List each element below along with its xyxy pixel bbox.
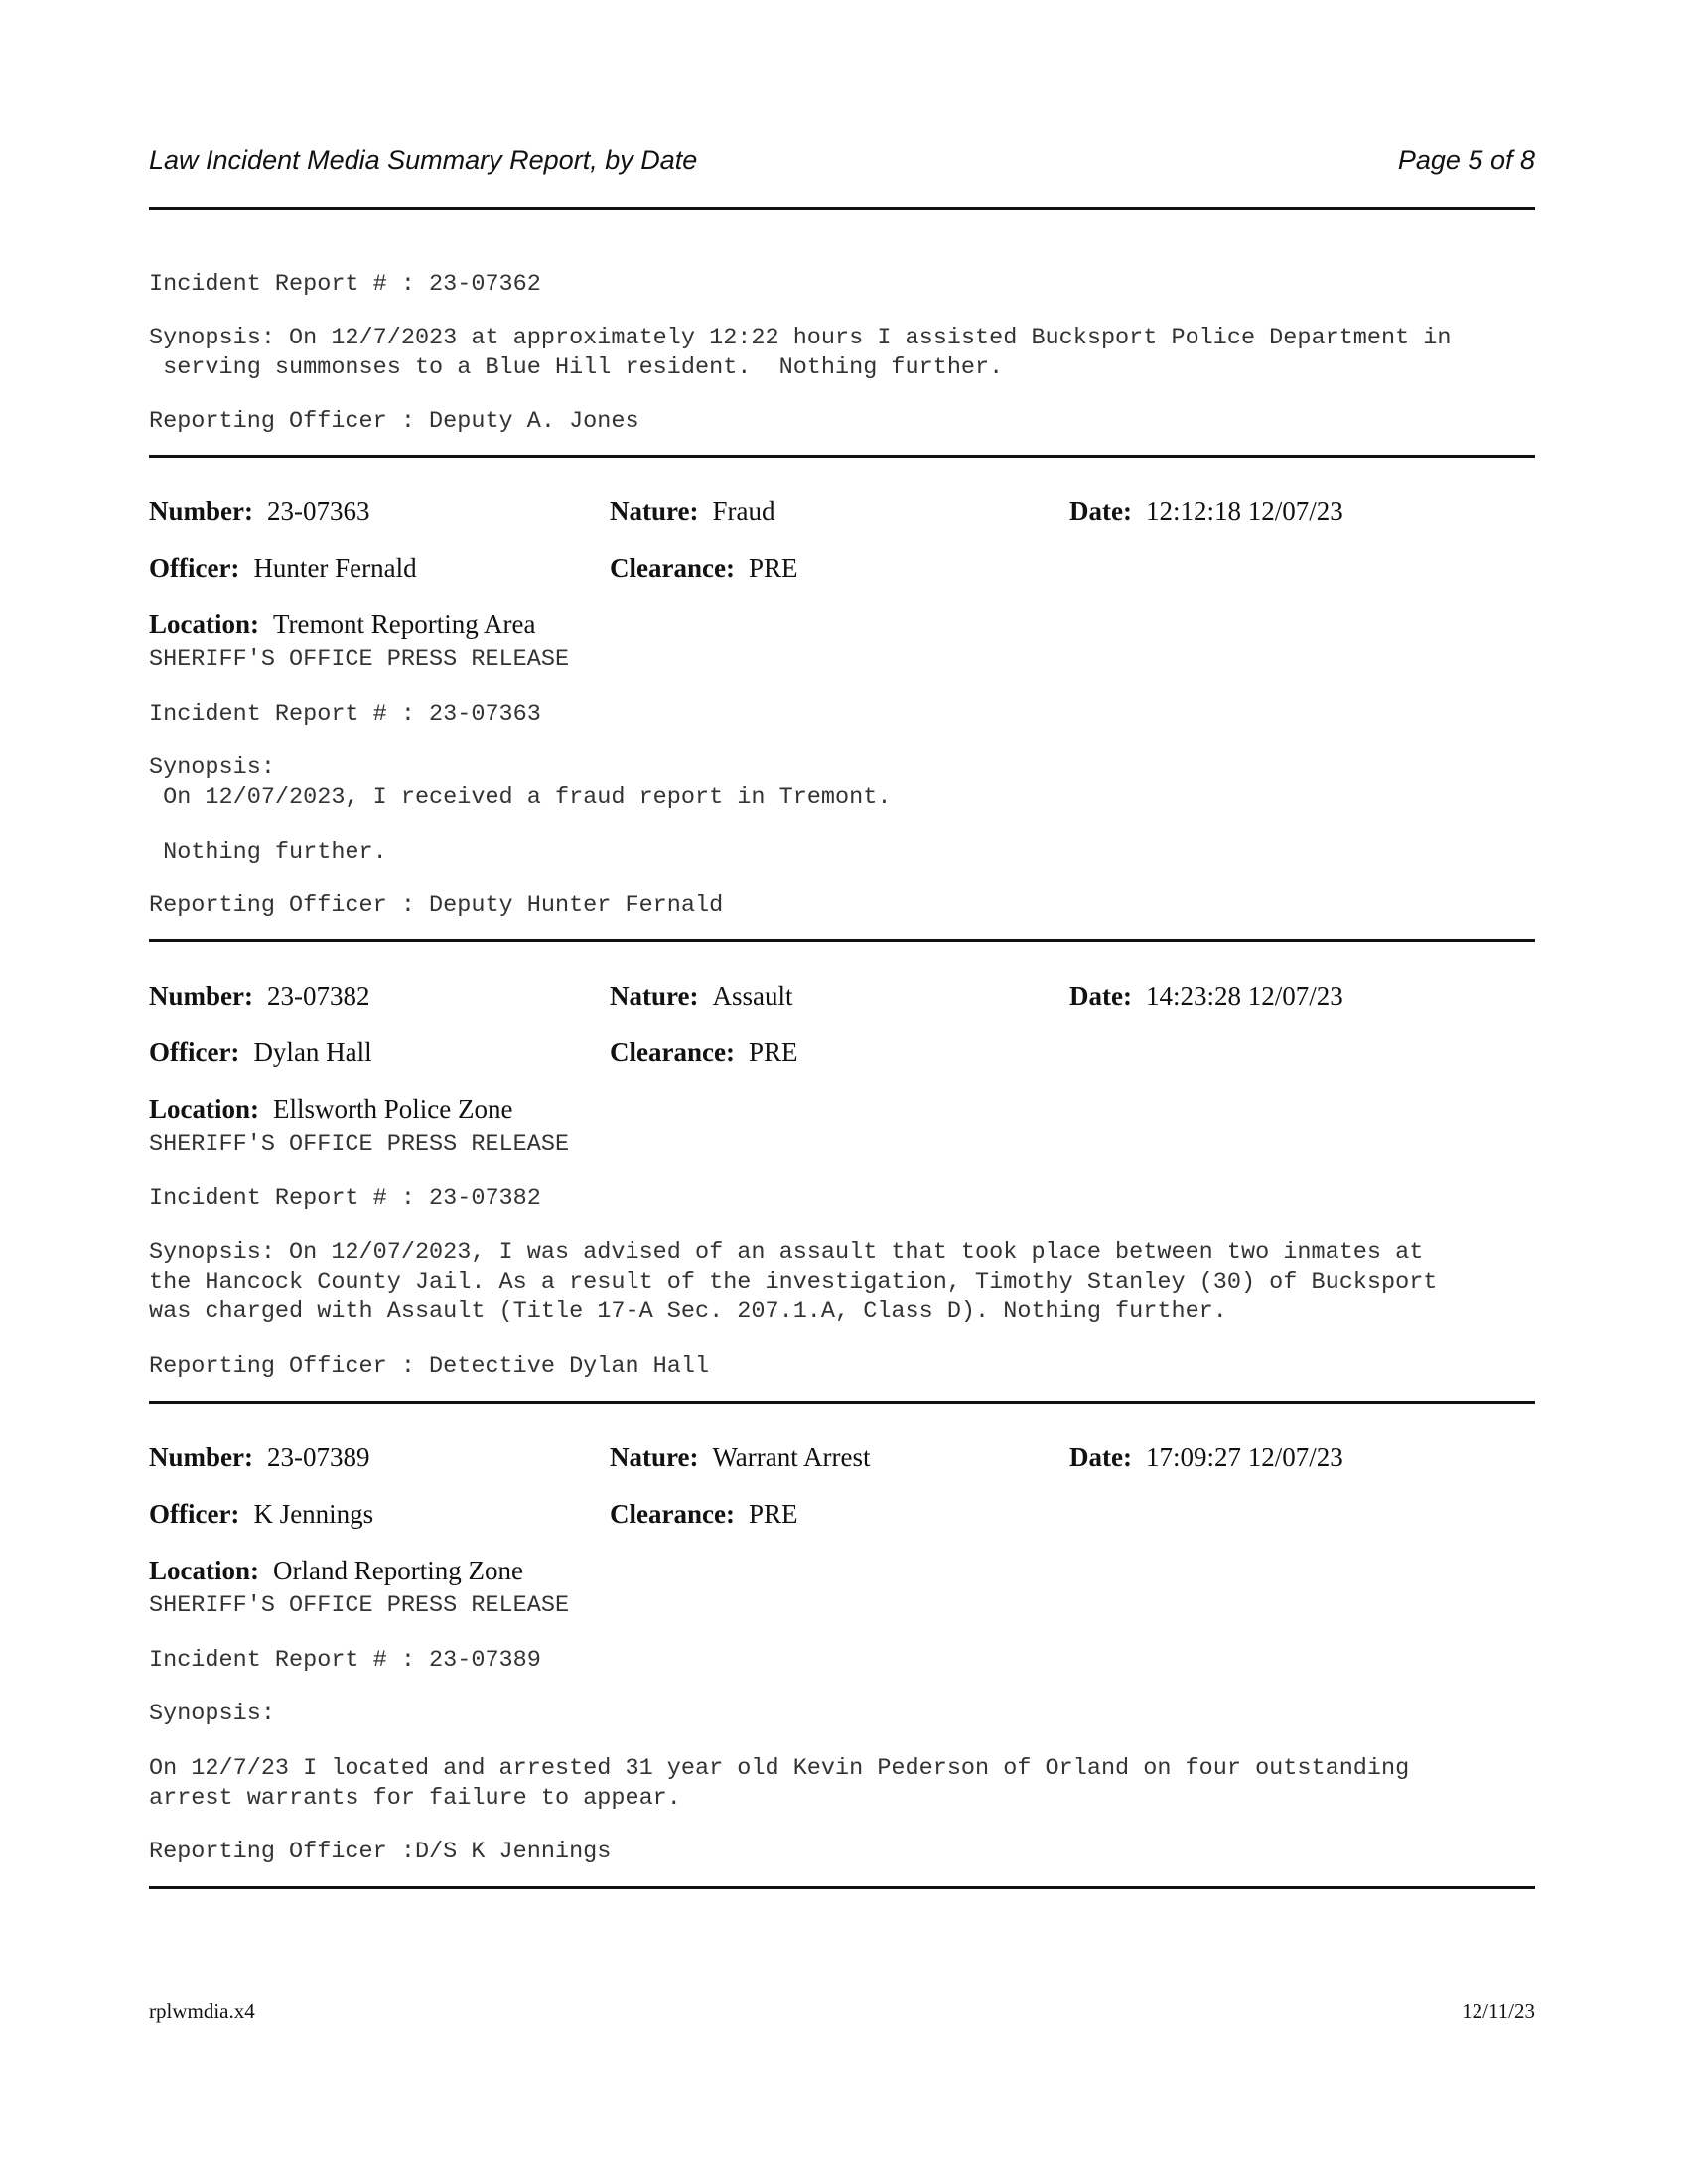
nature-label: Nature: [610, 1442, 699, 1472]
officer-field [149, 553, 417, 584]
incident-report-number: Incident Report # : 23-07382 [149, 1185, 541, 1212]
incident-number-field [149, 981, 369, 1012]
report-title: Law Incident Media Summary Report, by Date [149, 145, 698, 175]
location-label: Location: [149, 1556, 259, 1585]
synopsis-extra: Nothing further. [149, 839, 387, 866]
nature-field [610, 981, 792, 1012]
officer-value: Dylan Hall [253, 1037, 372, 1067]
nature-value: Fraud [712, 496, 775, 526]
location-field [149, 1094, 512, 1125]
report-header [149, 145, 1535, 185]
officer-field [149, 1499, 373, 1530]
clearance-value: PRE [748, 1037, 798, 1067]
location-value: Ellsworth Police Zone [273, 1094, 513, 1124]
synopsis-text: Synopsis: On 12/07/2023, I was advised of an assault that took place between two inmates at the Hancock County Jail. As a result of the investigation, Timothy Stanley (30) of Bucksport was charged with Assault (Title 17-A Sec. 207.1.A, Class D). Nothing further. [149, 1239, 1438, 1325]
nature-value: Warrant Arrest [712, 1442, 871, 1472]
officer-value: K Jennings [253, 1499, 374, 1529]
incident-divider [149, 1401, 1535, 1404]
nature-field [610, 496, 774, 527]
incident-number: 23-07363 [266, 496, 370, 526]
footer-report-id: rplwmdia.x4 [149, 1999, 255, 2023]
date-field [1069, 981, 1343, 1012]
clearance-field [610, 1499, 797, 1530]
incident-report-number: Incident Report # : 23-07363 [149, 701, 541, 728]
clearance-field [610, 553, 797, 584]
incident-number-field [149, 1442, 369, 1473]
nature-label: Nature: [610, 496, 699, 526]
location-label: Location: [149, 610, 259, 639]
clearance-label: Clearance: [610, 553, 735, 583]
date-value: 12:12:18 12/07/23 [1145, 496, 1343, 526]
officer-label: Officer: [149, 553, 240, 583]
reporting-officer: Reporting Officer :D/S K Jennings [149, 1839, 612, 1865]
reporting-officer: Reporting Officer : Deputy A. Jones [149, 408, 639, 435]
synopsis-text: Synopsis: [149, 1701, 275, 1727]
number-label: Number: [149, 981, 253, 1011]
location-value: Tremont Reporting Area [273, 610, 536, 639]
location-label: Location: [149, 1094, 259, 1124]
page-number: Page 5 of 8 [1397, 145, 1535, 175]
clearance-label: Clearance: [610, 1037, 735, 1067]
incident-divider [149, 455, 1535, 458]
synopsis-text: Synopsis: On 12/7/2023 at approximately 12:22 hours I assisted Bucksport Police Department in serving summonses to a Blue Hill resident. Nothing further. [149, 325, 1452, 381]
clearance-field [610, 1037, 797, 1068]
clearance-label: Clearance: [610, 1499, 735, 1529]
incident-report-number: Incident Report # : 23-07362 [149, 271, 541, 298]
date-field [1069, 1442, 1343, 1473]
location-field [149, 610, 535, 640]
clearance-value: PRE [748, 1499, 798, 1529]
officer-field [149, 1037, 372, 1068]
officer-value: Hunter Fernald [253, 553, 417, 583]
nature-field [610, 1442, 871, 1473]
press-release-label: SHERIFF'S OFFICE PRESS RELEASE [149, 646, 570, 673]
officer-label: Officer: [149, 1499, 240, 1529]
synopsis-text: Synopsis: On 12/07/2023, I received a fraud report in Tremont. [149, 754, 892, 811]
clearance-value: PRE [748, 553, 798, 583]
incident-report-number: Incident Report # : 23-07389 [149, 1647, 541, 1674]
incident-number-field [149, 496, 369, 527]
footer-print-date: 12/11/23 [1462, 1999, 1535, 2023]
incident-divider [149, 939, 1535, 942]
nature-label: Nature: [610, 981, 699, 1011]
date-value: 17:09:27 12/07/23 [1145, 1442, 1343, 1472]
press-release-label: SHERIFF'S OFFICE PRESS RELEASE [149, 1592, 570, 1619]
reporting-officer: Reporting Officer : Detective Dylan Hall [149, 1353, 710, 1380]
press-release-label: SHERIFF'S OFFICE PRESS RELEASE [149, 1131, 570, 1158]
date-value: 14:23:28 12/07/23 [1145, 981, 1343, 1011]
date-label: Date: [1069, 496, 1132, 526]
location-value: Orland Reporting Zone [273, 1556, 523, 1585]
header-divider [149, 207, 1535, 210]
incident-number: 23-07389 [266, 1442, 370, 1472]
incident-number: 23-07382 [266, 981, 370, 1011]
location-field [149, 1556, 523, 1586]
nature-value: Assault [712, 981, 793, 1011]
date-field [1069, 496, 1343, 527]
incident-divider [149, 1886, 1535, 1889]
number-label: Number: [149, 1442, 253, 1472]
synopsis-extra: On 12/7/23 I located and arrested 31 year old Kevin Pederson of Orland on four outstanding arrest warrants for failure to appear. [149, 1755, 1410, 1812]
date-label: Date: [1069, 1442, 1132, 1472]
date-label: Date: [1069, 981, 1132, 1011]
number-label: Number: [149, 496, 253, 526]
officer-label: Officer: [149, 1037, 240, 1067]
reporting-officer: Reporting Officer : Deputy Hunter Fernald [149, 892, 724, 919]
